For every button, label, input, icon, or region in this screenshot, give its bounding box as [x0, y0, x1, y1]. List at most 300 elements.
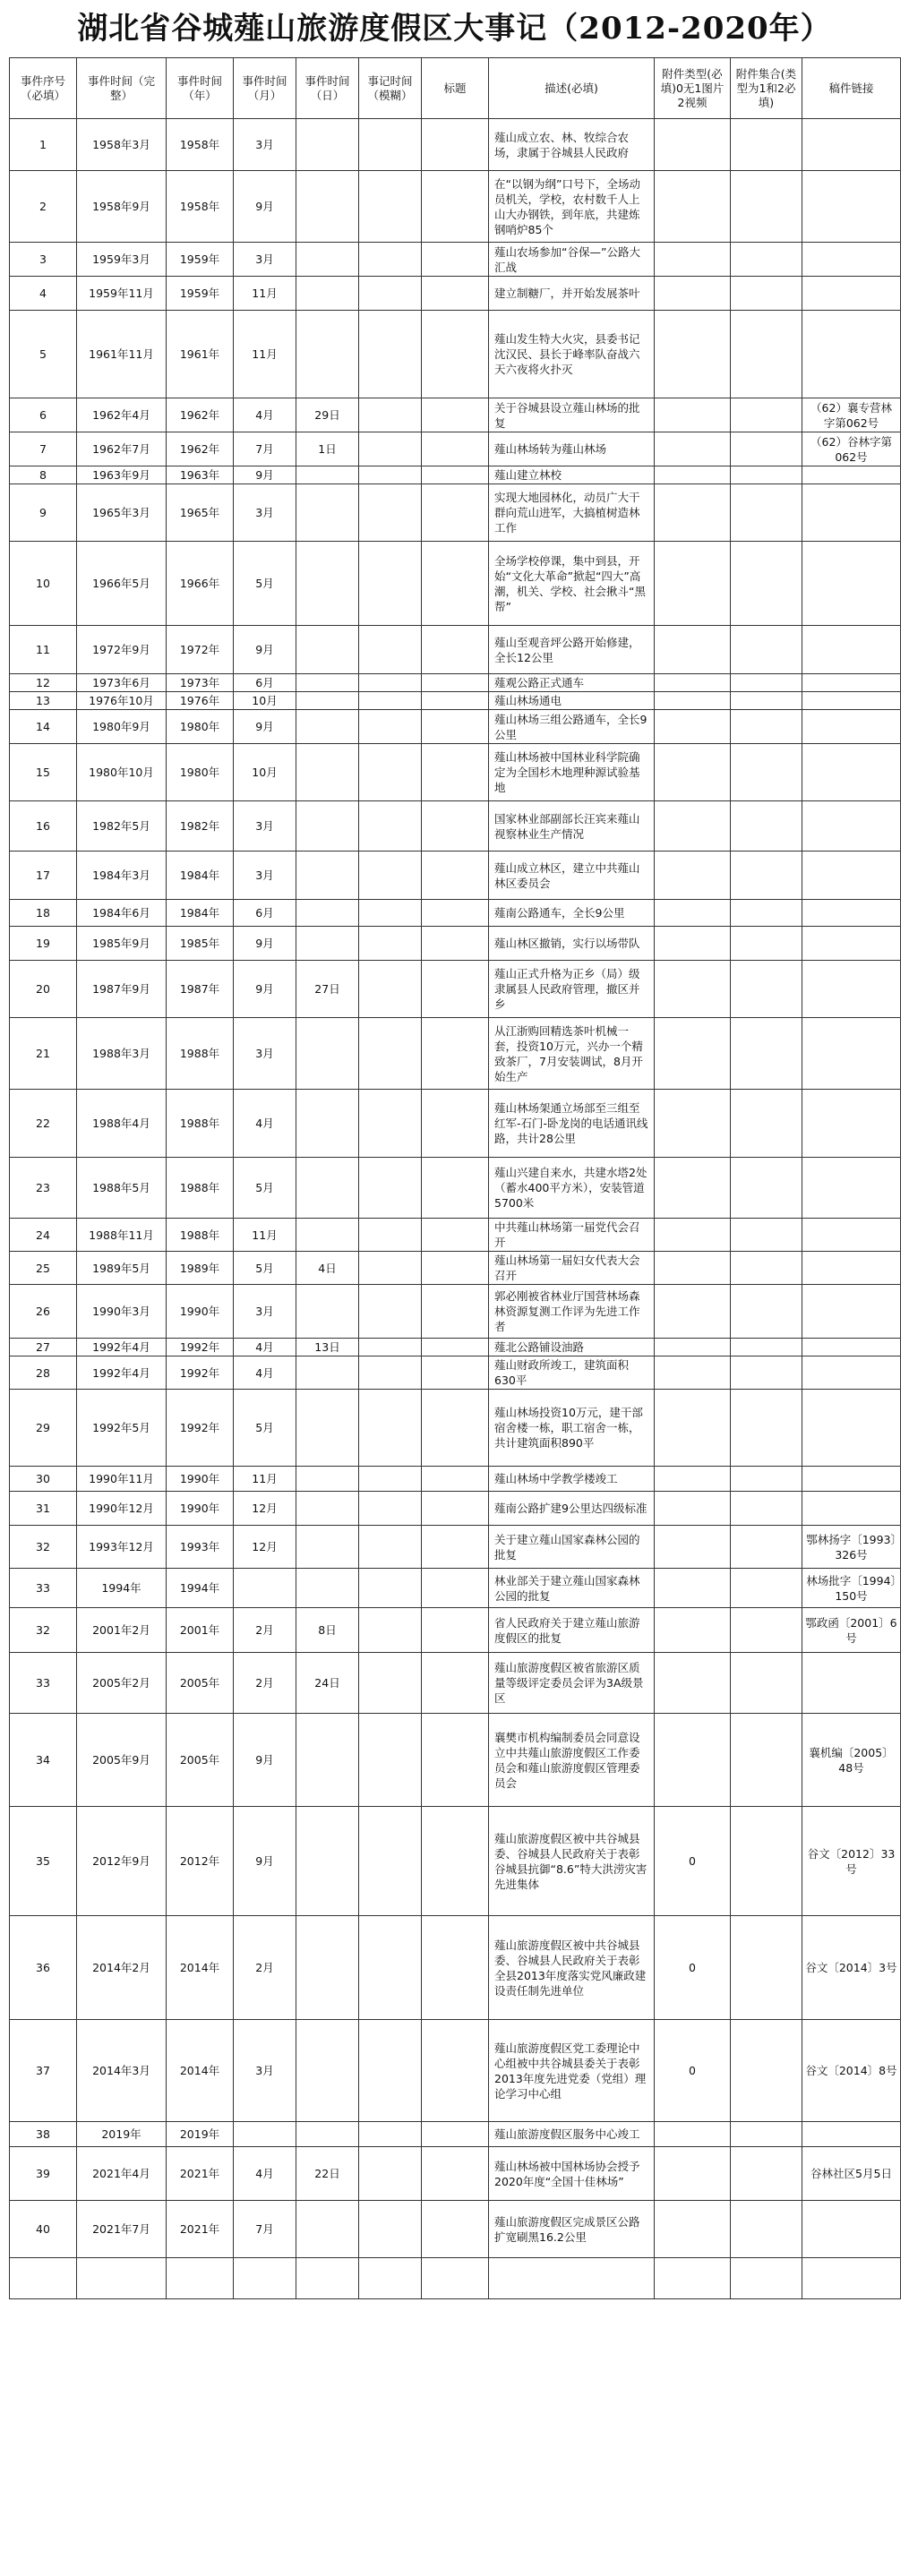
- fuzzy-date-cell: [359, 311, 422, 398]
- fuzzy-date-cell: [359, 1569, 422, 1608]
- month-cell: [234, 2258, 296, 2299]
- day-cell: [296, 171, 359, 243]
- title-cell: [422, 311, 489, 398]
- manuscript-link-cell: [802, 1467, 901, 1492]
- month-cell: 9月: [234, 626, 296, 674]
- description-cell: 关于建立薤山国家森林公园的批复: [489, 1526, 655, 1569]
- attachment-type-cell: 0: [655, 1807, 731, 1916]
- event-number-cell: 32: [10, 1608, 77, 1653]
- description-cell: 薤山兴建自来水，共建水塔2处（蓄水400平方米），安装管道5700米: [489, 1158, 655, 1219]
- day-cell: [296, 2020, 359, 2122]
- description-cell: 薤山至观音坪公路开始修建，全长12公里: [489, 626, 655, 674]
- event-number-cell: 37: [10, 2020, 77, 2122]
- title-cell: [422, 1219, 489, 1252]
- description-cell: 建立制糖厂，并开始发展茶叶: [489, 277, 655, 311]
- full-date-cell: 1989年5月: [77, 1252, 167, 1285]
- attachment-set-cell: [731, 171, 802, 243]
- attachment-set-cell: [731, 1807, 802, 1916]
- fuzzy-date-cell: [359, 1492, 422, 1526]
- table-row: [10, 1608, 901, 1653]
- title-cell: [422, 1526, 489, 1569]
- full-date-cell: 1972年9月: [77, 626, 167, 674]
- month-cell: 11月: [234, 1219, 296, 1252]
- manuscript-link-cell: [802, 311, 901, 398]
- month-cell: 9月: [234, 466, 296, 484]
- description-cell: 郭必刚被省林业厅国营林场森林资源复测工作评为先进工作者: [489, 1285, 655, 1339]
- header-cell: 事件时间（日）: [296, 58, 359, 119]
- fuzzy-date-cell: [359, 1653, 422, 1714]
- month-cell: 6月: [234, 674, 296, 692]
- table-row: [10, 626, 901, 674]
- description-cell: 薤山旅游度假区党工委理论中心组被中共谷城县委关于表彰2013年度先进党委（党组）理论学习中心组: [489, 2020, 655, 2122]
- attachment-type-cell: [655, 1608, 731, 1653]
- full-date-cell: 1966年5月: [77, 542, 167, 626]
- table-row: [10, 1526, 901, 1569]
- fuzzy-date-cell: [359, 1916, 422, 2020]
- description-cell: 薤山林场中学教学楼竣工: [489, 1467, 655, 1492]
- year-cell: 1972年: [167, 626, 234, 674]
- month-cell: 9月: [234, 1714, 296, 1807]
- year-cell: 1990年: [167, 1492, 234, 1526]
- table-row: [10, 1252, 901, 1285]
- fuzzy-date-cell: [359, 744, 422, 801]
- full-date-cell: 1962年4月: [77, 398, 167, 432]
- title-cell: [422, 692, 489, 710]
- month-cell: 4月: [234, 398, 296, 432]
- event-number-cell: 15: [10, 744, 77, 801]
- month-cell: 3月: [234, 801, 296, 852]
- fuzzy-date-cell: [359, 1608, 422, 1653]
- day-cell: 13日: [296, 1339, 359, 1356]
- manuscript-link-cell: [802, 692, 901, 710]
- manuscript-link-cell: [802, 710, 901, 744]
- manuscript-link-cell: 鄂政函〔2001〕6号: [802, 1608, 901, 1653]
- event-number-cell: 26: [10, 1285, 77, 1339]
- table-row: [10, 1339, 901, 1356]
- title-cell: [422, 1252, 489, 1285]
- full-date-cell: 1988年11月: [77, 1219, 167, 1252]
- fuzzy-date-cell: [359, 1807, 422, 1916]
- title-cell: [422, 1608, 489, 1653]
- month-cell: 3月: [234, 484, 296, 542]
- title-cell: [422, 801, 489, 852]
- month-cell: 9月: [234, 961, 296, 1018]
- event-number-cell: 40: [10, 2201, 77, 2258]
- header-cell: 事件时间（月）: [234, 58, 296, 119]
- event-number-cell: 13: [10, 692, 77, 710]
- event-number-cell: 3: [10, 243, 77, 277]
- table-row: [10, 801, 901, 852]
- description-cell: 关于谷城县设立薤山林场的批复: [489, 398, 655, 432]
- title-cell: [422, 710, 489, 744]
- day-cell: 4日: [296, 1252, 359, 1285]
- attachment-type-cell: [655, 1569, 731, 1608]
- table-row: [10, 1285, 901, 1339]
- day-cell: [296, 1219, 359, 1252]
- fuzzy-date-cell: [359, 1285, 422, 1339]
- day-cell: [296, 927, 359, 961]
- table-row: [10, 961, 901, 1018]
- attachment-set-cell: [731, 542, 802, 626]
- day-cell: [296, 1356, 359, 1390]
- year-cell: 1958年: [167, 119, 234, 171]
- month-cell: 11月: [234, 311, 296, 398]
- table-row: [10, 484, 901, 542]
- year-cell: 1988年: [167, 1219, 234, 1252]
- attachment-set-cell: [731, 1285, 802, 1339]
- manuscript-link-cell: [802, 961, 901, 1018]
- event-number-cell: 32: [10, 1526, 77, 1569]
- day-cell: [296, 744, 359, 801]
- manuscript-link-cell: 林场批字〔1994〕150号: [802, 1569, 901, 1608]
- event-number-cell: 21: [10, 1018, 77, 1090]
- attachment-set-cell: [731, 626, 802, 674]
- month-cell: 3月: [234, 852, 296, 900]
- description-cell: [489, 2258, 655, 2299]
- table-row: [10, 1467, 901, 1492]
- day-cell: [296, 2201, 359, 2258]
- attachment-type-cell: [655, 2258, 731, 2299]
- month-cell: 3月: [234, 1018, 296, 1090]
- full-date-cell: 1961年11月: [77, 311, 167, 398]
- table-row: [10, 311, 901, 398]
- day-cell: [296, 542, 359, 626]
- header-cell: 附件类型(必填)0无1图片2视频: [655, 58, 731, 119]
- day-cell: [296, 900, 359, 927]
- day-cell: 29日: [296, 398, 359, 432]
- attachment-type-cell: [655, 171, 731, 243]
- fuzzy-date-cell: [359, 466, 422, 484]
- event-number-cell: 23: [10, 1158, 77, 1219]
- title-cell: [422, 2258, 489, 2299]
- full-date-cell: 1990年3月: [77, 1285, 167, 1339]
- title-cell: [422, 1158, 489, 1219]
- manuscript-link-cell: （62）谷林字第062号: [802, 432, 901, 466]
- event-number-cell: 19: [10, 927, 77, 961]
- day-cell: 27日: [296, 961, 359, 1018]
- day-cell: 1日: [296, 432, 359, 466]
- day-cell: 24日: [296, 1653, 359, 1714]
- description-cell: 薤南公路通车，全长9公里: [489, 900, 655, 927]
- table-row: [10, 2020, 901, 2122]
- attachment-set-cell: [731, 744, 802, 801]
- title-cell: [422, 2201, 489, 2258]
- year-cell: 1990年: [167, 1285, 234, 1339]
- year-cell: 1987年: [167, 961, 234, 1018]
- fuzzy-date-cell: [359, 542, 422, 626]
- manuscript-link-cell: [802, 801, 901, 852]
- attachment-set-cell: [731, 2147, 802, 2201]
- year-cell: 1980年: [167, 710, 234, 744]
- table-row: [10, 2147, 901, 2201]
- fuzzy-date-cell: [359, 119, 422, 171]
- event-number-cell: 22: [10, 1090, 77, 1158]
- full-date-cell: 1994年: [77, 1569, 167, 1608]
- attachment-type-cell: [655, 692, 731, 710]
- table-row: [10, 927, 901, 961]
- full-date-cell: 1980年9月: [77, 710, 167, 744]
- manuscript-link-cell: [802, 2258, 901, 2299]
- manuscript-link-cell: [802, 1492, 901, 1526]
- attachment-set-cell: [731, 466, 802, 484]
- manuscript-link-cell: [802, 1018, 901, 1090]
- day-cell: [296, 674, 359, 692]
- fuzzy-date-cell: [359, 626, 422, 674]
- full-date-cell: 1958年3月: [77, 119, 167, 171]
- year-cell: 1961年: [167, 311, 234, 398]
- month-cell: 4月: [234, 1356, 296, 1390]
- event-number-cell: 35: [10, 1807, 77, 1916]
- fuzzy-date-cell: [359, 1356, 422, 1390]
- day-cell: [296, 484, 359, 542]
- attachment-set-cell: [731, 1492, 802, 1526]
- description-cell: 全场学校停课，集中到县，开始“文化大革命”掀起“四大”高潮，机关、学校、社会揪斗“黑帮”: [489, 542, 655, 626]
- month-cell: 3月: [234, 2020, 296, 2122]
- event-number-cell: 25: [10, 1252, 77, 1285]
- full-date-cell: 1973年6月: [77, 674, 167, 692]
- attachment-set-cell: [731, 484, 802, 542]
- description-cell: 薤山成立农、林、牧综合农场，隶属于谷城县人民政府: [489, 119, 655, 171]
- month-cell: 4月: [234, 1090, 296, 1158]
- table-row: [10, 398, 901, 432]
- description-cell: 薤山建立林校: [489, 466, 655, 484]
- attachment-set-cell: [731, 1018, 802, 1090]
- manuscript-link-cell: [802, 1653, 901, 1714]
- full-date-cell: 1990年11月: [77, 1467, 167, 1492]
- title-cell: [422, 1339, 489, 1356]
- manuscript-link-cell: 谷文〔2014〕8号: [802, 2020, 901, 2122]
- month-cell: 4月: [234, 2147, 296, 2201]
- attachment-set-cell: [731, 1467, 802, 1492]
- attachment-type-cell: [655, 432, 731, 466]
- header-cell: 事件时间（年）: [167, 58, 234, 119]
- manuscript-link-cell: 谷文〔2012〕33号: [802, 1807, 901, 1916]
- table-row: [10, 2122, 901, 2147]
- event-number-cell: 12: [10, 674, 77, 692]
- attachment-type-cell: [655, 2201, 731, 2258]
- fuzzy-date-cell: [359, 432, 422, 466]
- attachment-type-cell: [655, 119, 731, 171]
- title-cell: [422, 852, 489, 900]
- day-cell: [296, 243, 359, 277]
- full-date-cell: 1988年3月: [77, 1018, 167, 1090]
- event-number-cell: 17: [10, 852, 77, 900]
- full-date-cell: 2005年2月: [77, 1653, 167, 1714]
- manuscript-link-cell: [802, 542, 901, 626]
- year-cell: 1982年: [167, 801, 234, 852]
- year-cell: 1963年: [167, 466, 234, 484]
- table-header-row: [10, 58, 901, 119]
- event-number-cell: 29: [10, 1390, 77, 1467]
- event-number-cell: 16: [10, 801, 77, 852]
- attachment-set-cell: [731, 1608, 802, 1653]
- manuscript-link-cell: [802, 119, 901, 171]
- day-cell: [296, 2258, 359, 2299]
- fuzzy-date-cell: [359, 243, 422, 277]
- attachment-type-cell: [655, 2122, 731, 2147]
- title-cell: [422, 961, 489, 1018]
- full-date-cell: 1963年9月: [77, 466, 167, 484]
- full-date-cell: 1992年4月: [77, 1339, 167, 1356]
- full-date-cell: 1992年4月: [77, 1356, 167, 1390]
- year-cell: 2012年: [167, 1807, 234, 1916]
- event-number-cell: 11: [10, 626, 77, 674]
- manuscript-link-cell: [802, 900, 901, 927]
- day-cell: [296, 1467, 359, 1492]
- event-number-cell: 14: [10, 710, 77, 744]
- title-cell: [422, 432, 489, 466]
- fuzzy-date-cell: [359, 2147, 422, 2201]
- description-cell: 薤山发生特大火灾，县委书记沈汉民、县长于峰率队奋战六天六夜将火扑灭: [489, 311, 655, 398]
- month-cell: 2月: [234, 1653, 296, 1714]
- manuscript-link-cell: 鄂林扬字〔1993〕326号: [802, 1526, 901, 1569]
- header-cell: 标题: [422, 58, 489, 119]
- attachment-set-cell: [731, 961, 802, 1018]
- event-number-cell: 24: [10, 1219, 77, 1252]
- fuzzy-date-cell: [359, 277, 422, 311]
- full-date-cell: 1962年7月: [77, 432, 167, 466]
- title-cell: [422, 1714, 489, 1807]
- title-cell: [422, 2020, 489, 2122]
- title-cell: [422, 542, 489, 626]
- year-cell: 1988年: [167, 1158, 234, 1219]
- attachment-type-cell: [655, 542, 731, 626]
- full-date-cell: 2021年4月: [77, 2147, 167, 2201]
- table-row: [10, 542, 901, 626]
- event-number-cell: 27: [10, 1339, 77, 1356]
- description-cell: 薤山林场第一届妇女代表大会召开: [489, 1252, 655, 1285]
- manuscript-link-cell: [802, 1356, 901, 1390]
- manuscript-link-cell: [802, 466, 901, 484]
- event-number-cell: 1: [10, 119, 77, 171]
- table-row: [10, 466, 901, 484]
- day-cell: [296, 1569, 359, 1608]
- table-row: [10, 852, 901, 900]
- full-date-cell: 1984年3月: [77, 852, 167, 900]
- table-row: [10, 744, 901, 801]
- fuzzy-date-cell: [359, 674, 422, 692]
- full-date-cell: 1992年5月: [77, 1390, 167, 1467]
- fuzzy-date-cell: [359, 2258, 422, 2299]
- attachment-type-cell: [655, 1390, 731, 1467]
- year-cell: 2019年: [167, 2122, 234, 2147]
- description-cell: 薤山林区撤销，实行以场带队: [489, 927, 655, 961]
- day-cell: [296, 710, 359, 744]
- year-cell: 1992年: [167, 1339, 234, 1356]
- month-cell: [234, 2122, 296, 2147]
- table-row: [10, 243, 901, 277]
- year-cell: 1989年: [167, 1252, 234, 1285]
- fuzzy-date-cell: [359, 692, 422, 710]
- event-number-cell: 18: [10, 900, 77, 927]
- attachment-set-cell: [731, 243, 802, 277]
- month-cell: 5月: [234, 1252, 296, 1285]
- fuzzy-date-cell: [359, 171, 422, 243]
- manuscript-link-cell: [802, 1219, 901, 1252]
- manuscript-link-cell: [802, 674, 901, 692]
- title-cell: [422, 1090, 489, 1158]
- fuzzy-date-cell: [359, 852, 422, 900]
- table-row: [10, 710, 901, 744]
- manuscript-link-cell: 谷林社区5月5日: [802, 2147, 901, 2201]
- month-cell: 10月: [234, 692, 296, 710]
- attachment-set-cell: [731, 801, 802, 852]
- year-cell: 1959年: [167, 277, 234, 311]
- attachment-type-cell: [655, 1252, 731, 1285]
- year-cell: 1984年: [167, 852, 234, 900]
- full-date-cell: 1965年3月: [77, 484, 167, 542]
- full-date-cell: 1982年5月: [77, 801, 167, 852]
- header-cell: 描述(必填): [489, 58, 655, 119]
- title-cell: [422, 1653, 489, 1714]
- attachment-type-cell: [655, 626, 731, 674]
- title-cell: [422, 2122, 489, 2147]
- manuscript-link-cell: [802, 2201, 901, 2258]
- full-date-cell: 1984年6月: [77, 900, 167, 927]
- year-cell: 2021年: [167, 2201, 234, 2258]
- attachment-set-cell: [731, 1158, 802, 1219]
- table-row: [10, 1390, 901, 1467]
- event-number-cell: [10, 2258, 77, 2299]
- title-cell: [422, 243, 489, 277]
- fuzzy-date-cell: [359, 398, 422, 432]
- description-cell: 薤山林场被中国林业科学院确定为全国杉木地理种源试验基地: [489, 744, 655, 801]
- year-cell: 1984年: [167, 900, 234, 927]
- month-cell: 2月: [234, 1916, 296, 2020]
- year-cell: 1958年: [167, 171, 234, 243]
- description-cell: 薤山林场转为薤山林场: [489, 432, 655, 466]
- month-cell: 11月: [234, 277, 296, 311]
- year-cell: 1976年: [167, 692, 234, 710]
- fuzzy-date-cell: [359, 710, 422, 744]
- event-number-cell: 28: [10, 1356, 77, 1390]
- full-date-cell: 2014年2月: [77, 1916, 167, 2020]
- event-number-cell: 8: [10, 466, 77, 484]
- attachment-type-cell: [655, 1285, 731, 1339]
- year-cell: 2005年: [167, 1714, 234, 1807]
- description-cell: 省人民政府关于建立薤山旅游度假区的批复: [489, 1608, 655, 1653]
- full-date-cell: 2021年7月: [77, 2201, 167, 2258]
- attachment-type-cell: [655, 1158, 731, 1219]
- description-cell: 中共薤山林场第一届党代会召开: [489, 1219, 655, 1252]
- year-cell: 2005年: [167, 1653, 234, 1714]
- event-number-cell: 33: [10, 1569, 77, 1608]
- manuscript-link-cell: [802, 484, 901, 542]
- attachment-type-cell: [655, 927, 731, 961]
- description-cell: 在“以钢为纲”口号下，全场动员机关，学校，农村数千人上山大办钢铁，到年底，共建炼钢哨炉85个: [489, 171, 655, 243]
- attachment-type-cell: [655, 311, 731, 398]
- full-date-cell: 1987年9月: [77, 961, 167, 1018]
- manuscript-link-cell: [802, 243, 901, 277]
- event-number-cell: 31: [10, 1492, 77, 1526]
- event-number-cell: 34: [10, 1714, 77, 1807]
- manuscript-link-cell: [802, 626, 901, 674]
- table-row: [10, 2258, 901, 2299]
- table-row: [10, 1807, 901, 1916]
- description-cell: 襄樊市机构编制委员会同意设立中共薤山旅游度假区工作委员会和薤山旅游度假区管理委员会: [489, 1714, 655, 1807]
- table-row: [10, 1569, 901, 1608]
- attachment-set-cell: [731, 674, 802, 692]
- attachment-type-cell: [655, 961, 731, 1018]
- attachment-set-cell: [731, 1390, 802, 1467]
- month-cell: 12月: [234, 1492, 296, 1526]
- year-cell: 1980年: [167, 744, 234, 801]
- fuzzy-date-cell: [359, 1467, 422, 1492]
- fuzzy-date-cell: [359, 1339, 422, 1356]
- description-cell: 薤山林场通电: [489, 692, 655, 710]
- fuzzy-date-cell: [359, 2201, 422, 2258]
- attachment-type-cell: [655, 801, 731, 852]
